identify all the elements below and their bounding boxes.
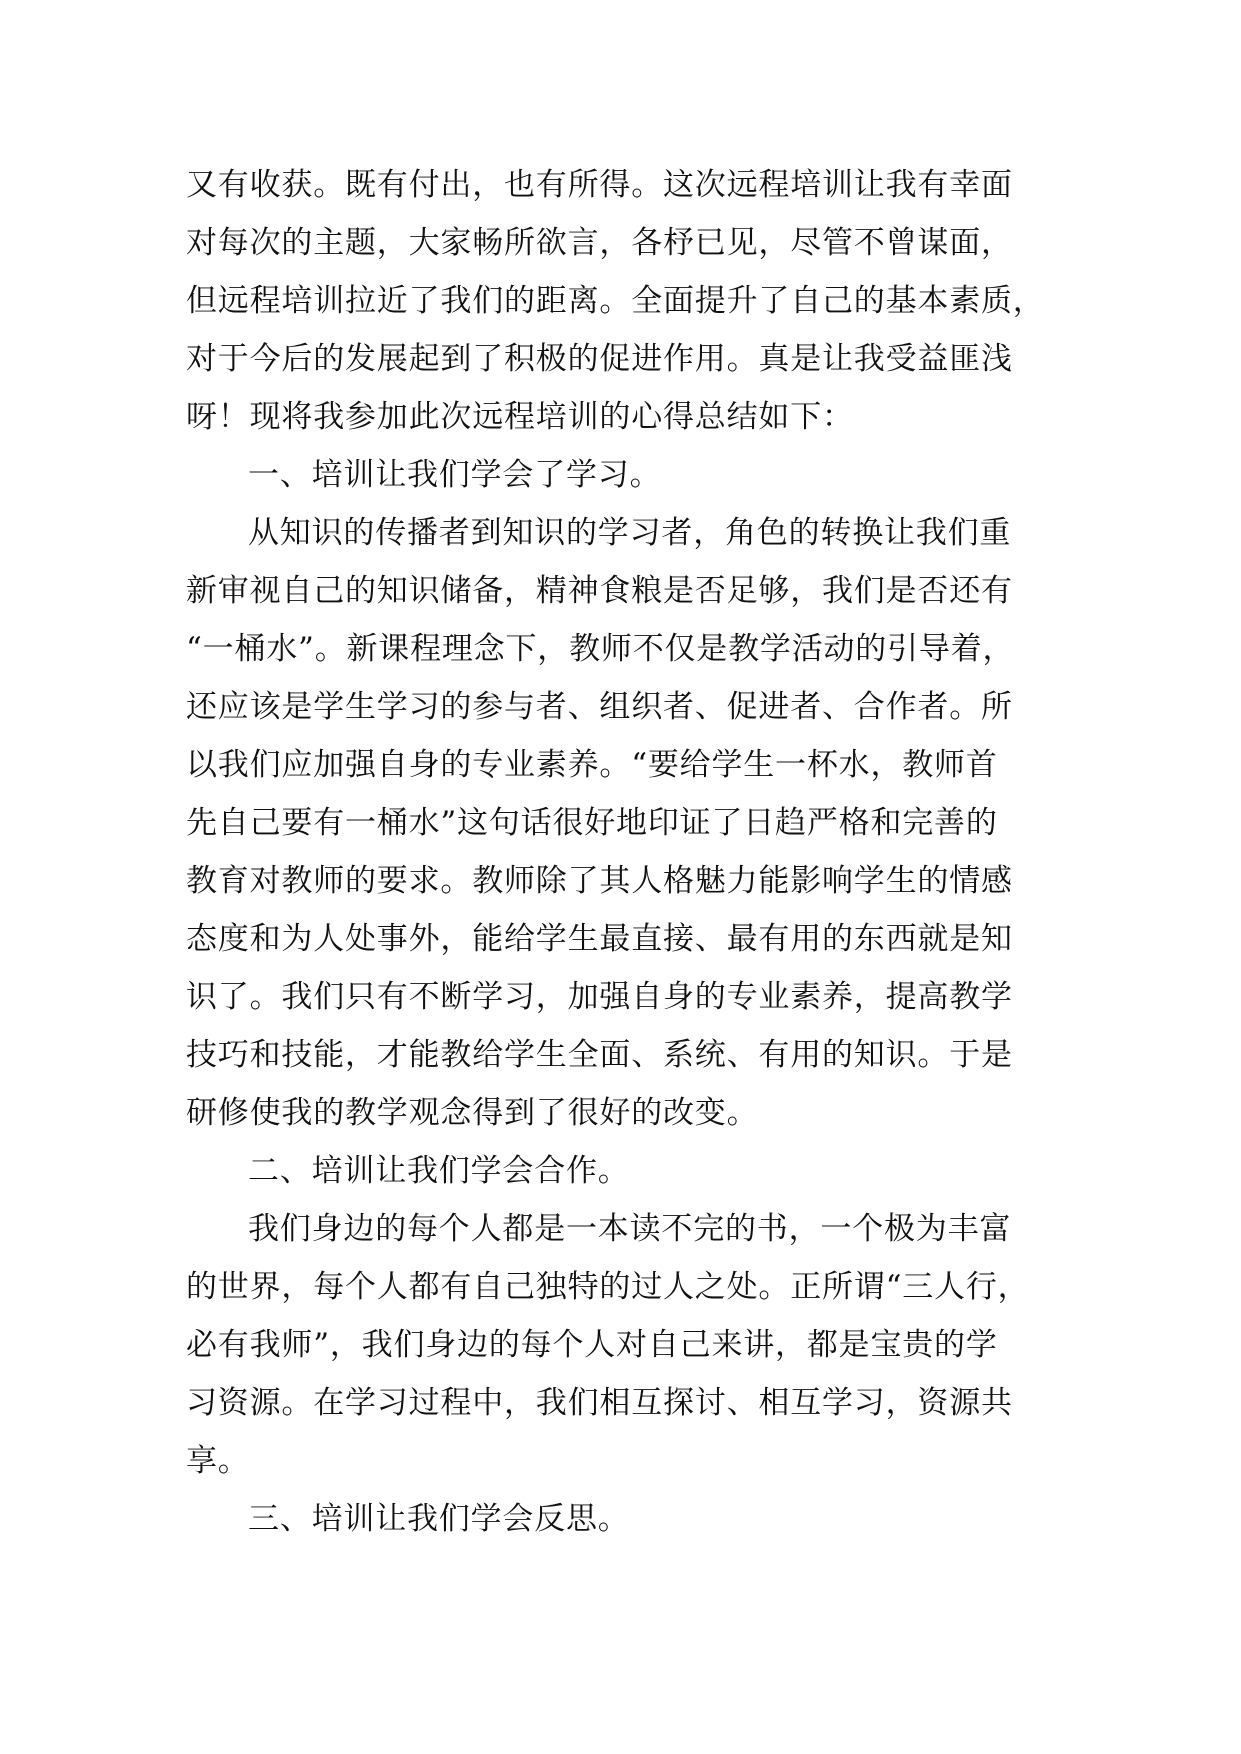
text-line: 我们身边的每个人都是一本读不完的书，一个极为丰富 (248, 1211, 1012, 1247)
text-line: 但远程培训拉近了我们的距离。全面提升了自己的基本素质， (186, 283, 1045, 319)
text-line: 又有收获。既有付出，也有所得。这次远程培训让我有幸面 (186, 167, 1013, 203)
text-line: 必有我师”，我们身边的每个人对自己来讲，都是宝贵的学 (186, 1327, 998, 1363)
text-line: 教育对教师的要求。教师除了其人格魅力能影响学生的情感 (186, 863, 1013, 899)
text-line: 新审视自己的知识储备，精神食粮是否足够，我们是否还有 (186, 573, 1013, 609)
text-line: 对每次的主题，大家畅所欲言，各杼已见，尽管不曾谋面， (186, 225, 1013, 261)
text-line: 先自己要有一桶水”这句话很好地印证了日趋严格和完善的 (186, 805, 998, 841)
text-line: 习资源。在学习过程中，我们相互探讨、相互学习，资源共 (186, 1385, 1013, 1421)
section-heading-2: 二、培训让我们学会合作。 (248, 1153, 630, 1189)
text-line: 呀！现将我参加此次远程培训的心得总结如下： (186, 399, 854, 435)
text-line: 态度和为人处事外，能给学生最直接、最有用的东西就是知 (186, 921, 1013, 957)
text-line: 的世界，每个人都有自己独特的过人之处。正所谓“三人行， (186, 1269, 1030, 1305)
text-line: 还应该是学生学习的参与者、组织者、促进者、合作者。所 (186, 689, 1013, 725)
section-heading-1: 一、培训让我们学会了学习。 (248, 457, 662, 493)
text-line: 识了。我们只有不断学习，加强自身的专业素养，提高教学 (186, 979, 1013, 1015)
section-heading-3: 三、培训让我们学会反思。 (248, 1501, 630, 1537)
text-line: 享。 (186, 1443, 250, 1479)
text-line: 技巧和技能，才能教给学生全面、系统、有用的知识。于是 (186, 1037, 1013, 1073)
text-line: 以我们应加强自身的专业素养。“要给学生一杯水，教师首 (186, 747, 998, 783)
text-line: “一桶水”。新课程理念下，教师不仅是教学活动的引导着， (186, 631, 1015, 667)
text-line: 研修使我的教学观念得到了很好的改变。 (186, 1095, 759, 1131)
text-line: 从知识的传播者到知识的学习者，角色的转换让我们重 (248, 515, 1012, 551)
text-line: 对于今后的发展起到了积极的促进作用。真是让我受益匪浅 (186, 341, 1013, 377)
